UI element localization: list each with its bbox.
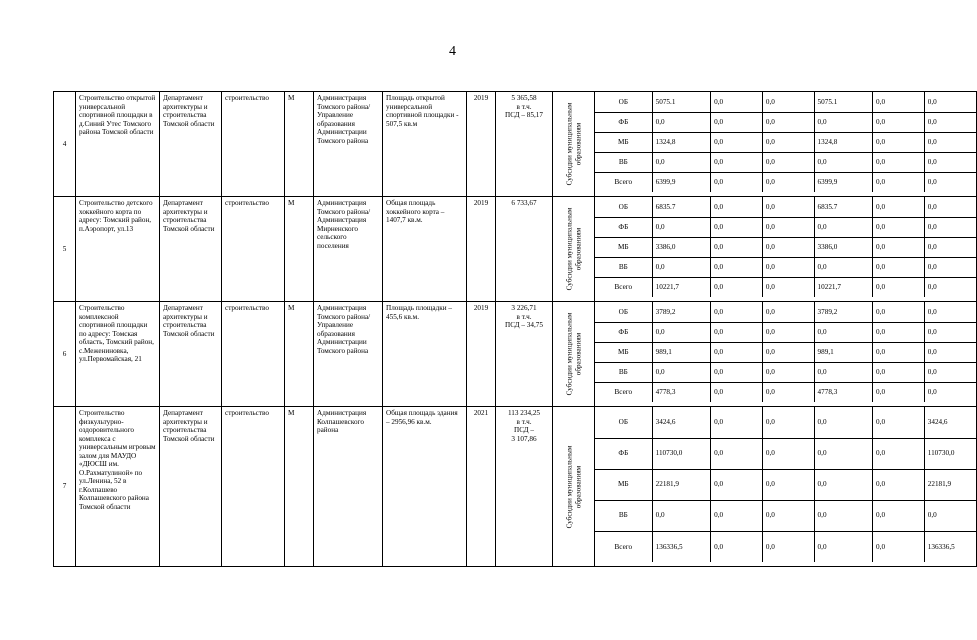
budget-value: 0,0 — [814, 500, 873, 531]
budget-value: 0,0 — [711, 197, 763, 217]
budget-value: 0,0 — [873, 469, 925, 500]
budget-value: 0,0 — [711, 152, 763, 172]
budget-value: 0,0 — [711, 342, 763, 362]
budget-value: 0,0 — [873, 217, 925, 237]
budget-value: 0,0 — [711, 237, 763, 257]
budget-row — [595, 197, 976, 217]
customer-cell: Департамент архитектуры и строительства Томской области — [160, 407, 222, 567]
budget-value: 0,0 — [814, 322, 873, 342]
budget-value: 0,0 — [924, 152, 976, 172]
budget-value: 0,0 — [762, 92, 814, 112]
project-name-cell: Строительство комплексной спортивной площадки по адресу: Томская область, Томский район, с.Межениновка, ул.Первомайская, 21 — [76, 302, 160, 407]
funding-cell — [553, 407, 595, 567]
budget-value: 0,0 — [924, 277, 976, 297]
budget-value: 0,0 — [924, 197, 976, 217]
table-row — [54, 197, 977, 302]
budget-value: 5075.1 — [652, 92, 711, 112]
budget-value: 0,0 — [924, 257, 976, 277]
budget-value: 0,0 — [814, 469, 873, 500]
budget-value: 0,0 — [873, 237, 925, 257]
budget-value: 0,0 — [762, 382, 814, 402]
budget-value: 136336,5 — [652, 531, 711, 562]
budget-value: 6835.7 — [814, 197, 873, 217]
budget-value: 0,0 — [873, 257, 925, 277]
budget-value: 0,0 — [711, 500, 763, 531]
budget-value: 0,0 — [814, 531, 873, 562]
budget-value: 0,0 — [873, 112, 925, 132]
budget-value: 0,0 — [711, 257, 763, 277]
budget-value: 3424,6 — [652, 407, 711, 438]
executor-cell: Администрация Колпашевского района — [314, 407, 383, 567]
budget-row — [595, 172, 976, 192]
budget-cell — [595, 302, 977, 407]
budget-value: 0,0 — [873, 92, 925, 112]
budget-value: 0,0 — [762, 197, 814, 217]
year-cell: 2019 — [467, 92, 496, 197]
budget-level: Всего — [614, 388, 633, 396]
funding-cell — [553, 302, 595, 407]
budget-value: 0,0 — [652, 322, 711, 342]
budget-table — [595, 407, 976, 562]
budget-value: 6835.7 — [652, 197, 711, 217]
budget-value: 0,0 — [873, 152, 925, 172]
budget-value: 3386,0 — [652, 237, 711, 257]
budget-value: 4778,3 — [814, 382, 873, 402]
row-number: 4 — [54, 92, 76, 197]
budget-value: 10221,7 — [814, 277, 873, 297]
funding-label: Субсидии муниципальным образованиям — [565, 102, 582, 186]
budget-value: 22181,9 — [924, 469, 976, 500]
budget-value: 0,0 — [924, 172, 976, 192]
budget-level: Всего — [614, 283, 633, 291]
budget-level: ФБ — [595, 112, 652, 132]
budget-value: 0,0 — [873, 172, 925, 192]
budget-level: МБ — [595, 469, 652, 500]
budget-value: 0,0 — [711, 407, 763, 438]
budget-cell — [595, 407, 977, 567]
budget-value: 1324,8 — [652, 132, 711, 152]
capacity-cell: Площадь площадки – 455,6 кв.м. — [383, 302, 467, 407]
capacity-cell: Общая площадь хоккейного корта – 1407,7 кв.м. — [383, 197, 467, 302]
budget-value: 0,0 — [814, 152, 873, 172]
budget-value: 0,0 — [924, 237, 976, 257]
cost-cell: 5 365,58 в т.ч. ПСД – 85,17 — [496, 92, 553, 197]
row-number: 6 — [54, 302, 76, 407]
year-cell: 2019 — [467, 302, 496, 407]
budget-value: 0,0 — [814, 257, 873, 277]
budget-value: 22181,9 — [652, 469, 711, 500]
budget-level: ОБ — [595, 407, 652, 438]
funding-label: Субсидии муниципальным образованиям — [565, 207, 582, 291]
construction-table — [53, 91, 977, 567]
budget-level: ВБ — [595, 152, 652, 172]
budget-row — [595, 342, 976, 362]
budget-value: 0,0 — [924, 92, 976, 112]
budget-value: 0,0 — [762, 500, 814, 531]
budget-value: 4778,3 — [652, 382, 711, 402]
budget-value: 3386,0 — [814, 237, 873, 257]
budget-level: ФБ — [595, 217, 652, 237]
budget-value: 0,0 — [924, 132, 976, 152]
customer-cell: Департамент архитектуры и строительства Томской области — [160, 197, 222, 302]
budget-row — [595, 257, 976, 277]
budget-value: 0,0 — [711, 172, 763, 192]
budget-value: 0,0 — [711, 322, 763, 342]
budget-value: 0,0 — [873, 277, 925, 297]
executor-cell: Администрация Томского района/ Администрация Мирненского сельского поселения — [314, 197, 383, 302]
budget-value: 3789,2 — [652, 302, 711, 322]
budget-value: 0,0 — [873, 342, 925, 362]
budget-cell — [595, 197, 977, 302]
budget-value: 0,0 — [762, 438, 814, 469]
budget-value: 0,0 — [762, 172, 814, 192]
budget-level: Всего — [614, 178, 633, 186]
project-name-cell: Строительство детского хоккейного корта по адресу: Томский район, п.Аэропорт, ул.13 — [76, 197, 160, 302]
budget-value: 1324,8 — [814, 132, 873, 152]
budget-value: 3789,2 — [814, 302, 873, 322]
budget-value: 0,0 — [762, 112, 814, 132]
mark-cell: М — [285, 302, 314, 407]
budget-value: 989,1 — [814, 342, 873, 362]
budget-level: МБ — [595, 342, 652, 362]
project-name-cell: Строительство физкультурно-оздоровительного комплекса с универсальным игровым залом для МАУДО «ДЮСШ им. О.Рахматулиной» по ул.Ленина, 52 в г.Колпашево Колпашевского района Томской области — [76, 407, 160, 567]
budget-level: ФБ — [595, 322, 652, 342]
budget-level: ОБ — [595, 92, 652, 112]
budget-value: 0,0 — [652, 500, 711, 531]
funding-cell — [553, 92, 595, 197]
budget-level: ВБ — [595, 257, 652, 277]
budget-value: 0,0 — [814, 217, 873, 237]
budget-value: 110730,0 — [652, 438, 711, 469]
budget-value: 0,0 — [652, 112, 711, 132]
customer-cell: Департамент архитектуры и строительства Томской области — [160, 92, 222, 197]
budget-level: ВБ — [595, 362, 652, 382]
budget-row — [595, 277, 976, 297]
budget-row — [595, 132, 976, 152]
budget-row — [595, 152, 976, 172]
budget-value: 0,0 — [711, 302, 763, 322]
budget-row — [595, 500, 976, 531]
budget-value: 0,0 — [762, 469, 814, 500]
budget-level: МБ — [595, 132, 652, 152]
budget-value: 0,0 — [652, 217, 711, 237]
budget-row — [595, 92, 976, 112]
budget-level: ВБ — [595, 500, 652, 531]
budget-value: 989,1 — [652, 342, 711, 362]
budget-row — [595, 362, 976, 382]
budget-value: 0,0 — [711, 382, 763, 402]
funding-label: Субсидии муниципальным образованиям — [565, 312, 582, 396]
year-cell: 2021 — [467, 407, 496, 567]
budget-row — [595, 112, 976, 132]
budget-value: 0,0 — [814, 362, 873, 382]
mark-cell: М — [285, 197, 314, 302]
budget-value: 0,0 — [814, 407, 873, 438]
customer-cell: Департамент архитектуры и строительства Томской области — [160, 302, 222, 407]
executor-cell: Администрация Томского района/Управление образования Администрации Томского района — [314, 302, 383, 407]
budget-level: ОБ — [595, 197, 652, 217]
cost-cell: 3 226,71 в т.ч. ПСД – 34,75 — [496, 302, 553, 407]
budget-value: 6399,9 — [814, 172, 873, 192]
budget-value: 0,0 — [762, 217, 814, 237]
budget-table — [595, 92, 976, 192]
budget-value: 0,0 — [873, 197, 925, 217]
budget-value: 0,0 — [924, 112, 976, 132]
budget-value: 0,0 — [924, 382, 976, 402]
budget-value: 0,0 — [873, 382, 925, 402]
budget-value: 0,0 — [814, 438, 873, 469]
budget-value: 0,0 — [711, 92, 763, 112]
budget-row — [595, 382, 976, 402]
work-type-cell: строительство — [222, 302, 285, 407]
work-type-cell: строительство — [222, 197, 285, 302]
budget-row — [595, 531, 976, 562]
budget-row — [595, 217, 976, 237]
budget-value: 0,0 — [762, 531, 814, 562]
budget-value: 0,0 — [762, 362, 814, 382]
budget-value: 0,0 — [762, 322, 814, 342]
cost-cell: 113 234,25 в т.ч. ПСД – 3 107,86 — [496, 407, 553, 567]
budget-value: 0,0 — [762, 152, 814, 172]
budget-value: 0,0 — [652, 257, 711, 277]
budget-level: МБ — [595, 237, 652, 257]
budget-value: 0,0 — [873, 531, 925, 562]
budget-row — [595, 302, 976, 322]
budget-value: 0,0 — [873, 132, 925, 152]
capacity-cell: Площадь открытой универсальной спортивной площадки - 507,5 кв.м — [383, 92, 467, 197]
budget-value: 0,0 — [711, 362, 763, 382]
work-type-cell: строительство — [222, 92, 285, 197]
budget-cell — [595, 92, 977, 197]
table-row — [54, 407, 977, 567]
capacity-cell: Общая площадь здания – 2956,96 кв.м. — [383, 407, 467, 567]
budget-row — [595, 407, 976, 438]
mark-cell: М — [285, 407, 314, 567]
budget-value: 10221,7 — [652, 277, 711, 297]
budget-value: 0,0 — [873, 438, 925, 469]
budget-value: 0,0 — [711, 531, 763, 562]
budget-row — [595, 237, 976, 257]
budget-level: ОБ — [595, 302, 652, 322]
budget-value: 0,0 — [924, 500, 976, 531]
budget-value: 0,0 — [762, 132, 814, 152]
budget-value: 0,0 — [762, 257, 814, 277]
budget-value: 0,0 — [711, 112, 763, 132]
budget-value: 0,0 — [873, 322, 925, 342]
funding-cell — [553, 197, 595, 302]
budget-value: 0,0 — [873, 407, 925, 438]
budget-row — [595, 322, 976, 342]
budget-value: 0,0 — [711, 217, 763, 237]
budget-value: 136336,5 — [924, 531, 976, 562]
executor-cell: Администрация Томского района/Управление образования Администрации Томского района — [314, 92, 383, 197]
row-number: 5 — [54, 197, 76, 302]
page-number: 4 — [449, 44, 456, 59]
year-cell: 2019 — [467, 197, 496, 302]
budget-value: 0,0 — [924, 322, 976, 342]
budget-value: 0,0 — [814, 112, 873, 132]
budget-level: ФБ — [595, 438, 652, 469]
budget-value: 0,0 — [873, 500, 925, 531]
budget-value: 0,0 — [762, 277, 814, 297]
budget-table — [595, 197, 976, 297]
table-row — [54, 302, 977, 407]
budget-value: 110730,0 — [924, 438, 976, 469]
budget-row — [595, 469, 976, 500]
budget-value: 0,0 — [762, 407, 814, 438]
budget-level: Всего — [614, 542, 633, 551]
budget-value: 0,0 — [711, 277, 763, 297]
budget-value: 0,0 — [711, 438, 763, 469]
budget-row — [595, 438, 976, 469]
budget-value: 0,0 — [873, 362, 925, 382]
budget-value: 5075.1 — [814, 92, 873, 112]
budget-value: 0,0 — [711, 469, 763, 500]
budget-value: 0,0 — [762, 302, 814, 322]
budget-value: 0,0 — [924, 362, 976, 382]
budget-value: 0,0 — [873, 302, 925, 322]
budget-value: 0,0 — [924, 342, 976, 362]
funding-label: Субсидии муниципальным образованиям — [565, 445, 582, 528]
budget-value: 0,0 — [762, 237, 814, 257]
budget-value: 6399,9 — [652, 172, 711, 192]
work-type-cell: строительство — [222, 407, 285, 567]
cost-cell: 6 733,67 — [496, 197, 553, 302]
table-row — [54, 92, 977, 197]
budget-value: 0,0 — [924, 302, 976, 322]
budget-value: 0,0 — [652, 152, 711, 172]
row-number: 7 — [54, 407, 76, 567]
budget-value: 0,0 — [924, 217, 976, 237]
mark-cell: М — [285, 92, 314, 197]
budget-value: 0,0 — [652, 362, 711, 382]
budget-value: 3424,6 — [924, 407, 976, 438]
budget-value: 0,0 — [762, 342, 814, 362]
budget-value: 0,0 — [711, 132, 763, 152]
project-name-cell: Строительство открытой универсальной спортивной площадки в д.Синий Утес Томского района Томской области — [76, 92, 160, 197]
budget-table — [595, 302, 976, 402]
